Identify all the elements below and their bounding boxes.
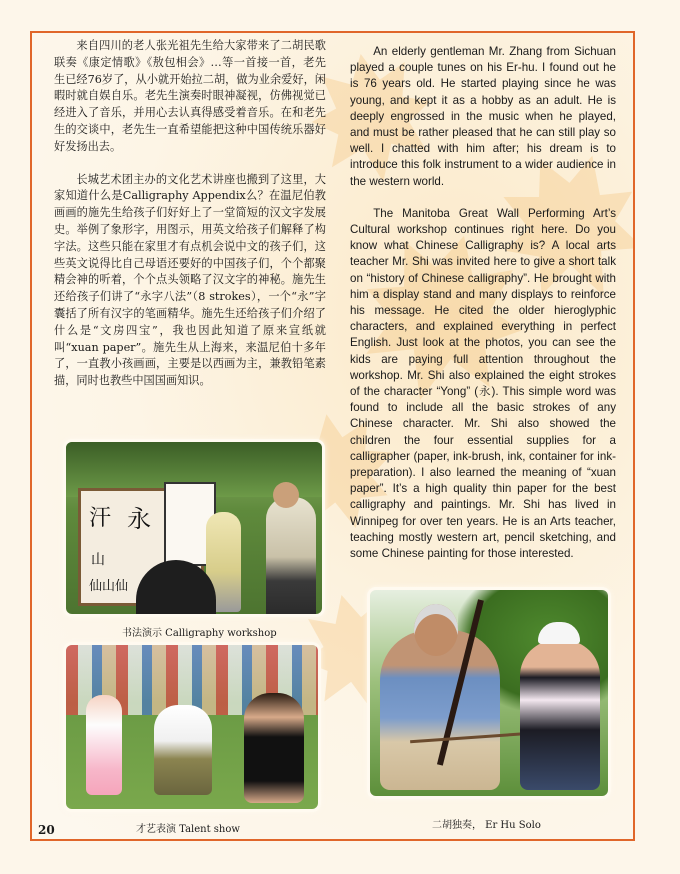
board-character: 仙山仙 — [89, 579, 129, 594]
chinese-paragraph-erhu: 来自四川的老人张光祖先生给大家带来了二胡民歌联奏《康定情歌》《敖包相会》…等一首接一首，老先生已经76岁了，从小就开始拉二胡，做为业余爱好，闲暇时就自娱自乐。老先生演奏时眼神凝视，仿佛视觉已经进入了音乐，并用心去认真得感受着音乐。在和老先生的交谈中，老先生一直希望能把这种中国传统乐器好好发扬出去。 — [54, 39, 326, 153]
erhu-player-head — [414, 604, 458, 656]
page-number: 20 — [38, 823, 55, 837]
erhu-caption: 二胡独奏， Er Hu Solo — [432, 820, 541, 831]
man-figure — [154, 705, 212, 795]
english-paragraph-erhu: An elderly gentleman Mr. Zhang from Sichuan played a couple tunes on his Er-hu. I found out he is 76 years old. He started playing since he was young, and kept it as a hobby as an adult. He is deeply engrossed in the music when he played, and must be rather pleased that he can still play so well. I chatted with him after; his dream is to introduce this folk instrument to a wider audience in the western world. — [350, 45, 616, 188]
chinese-article-column — [54, 38, 326, 406]
board-character: 永 — [127, 505, 151, 533]
teacher-head — [273, 482, 299, 508]
girl-figure — [86, 695, 122, 795]
erhu-solo-photo — [370, 590, 608, 796]
talent-show-photo — [66, 645, 318, 809]
teacher-figure — [266, 497, 316, 614]
woman-figure — [520, 640, 600, 790]
board-character: 汗 — [89, 506, 112, 531]
calligraphy-caption: 书法演示 Calligraphy workshop — [122, 628, 277, 639]
english-article-column — [350, 44, 616, 578]
woman-figure — [244, 693, 304, 803]
talent-show-caption: 才艺表演 Talent show — [136, 824, 240, 835]
board-character: 山 — [91, 552, 105, 568]
calligraphy-workshop-photo — [66, 442, 322, 614]
chinese-paragraph-calligraphy: 长城艺术团主办的文化艺术讲座也搬到了这里，大家知道什么是Calligraphy Appendix么？在温尼伯教画画的施先生给孩子们好好上了一堂简短的汉文字发展史。举例了象形字，用图示，用英文给孩子们解释了构字法。这些只能在家里才有点机会说中文的孩子们，这些英文说得比自己母语还要好的中国孩子们，个个都聚精会神的听着，个个点头领略了汉文字的神秘。施先生还给孩子们讲了“永字八法”（8 strokes），一个“永”字囊括了所有汉字的笔画精华。施先生还给孩子们介绍了什么是“文房四宝”，我也因此知道了原来宣纸就叫“xuan paper”。施先生从上海来，来温尼伯十多年了，一直教小孩画画，主要是以西画为主，兼教铅笔素描，同时也教些中国国画知识。 — [54, 172, 326, 388]
english-paragraph-calligraphy: The Manitoba Great Wall Performing Art’s Cultural workshop continues right here. Do you know what Chinese Calligraphy is? A local arts teacher Mr. Shi was invited here to give a short talk on “history of Chinese calligraphy”. He brought with him a display stand and many displays to reinforce his message. He cited the older hieroglyphic characters, and explained everything in perfect English. Just look at the photos, you can see the kids are paying full attention throughout the workshop. Mr. Shi also explained the eight strokes of the character “Yong” (永). This simple word was found to include all the basic strokes of any Chinese character. Mr. Shi also showed the children the four essential supplies for a calligrapher (paper, ink-brush, ink, container for ink-preparation). I also learned the meaning of “xuan paper”. It’s a high quality thin paper for the best calligraphy and paintings. Mr. Shi has lived in Winnipeg for over ten years. He is an Arts teacher, teaching mostly western art, pencil sketching, and some Chinese painting for those interested. — [350, 206, 616, 561]
